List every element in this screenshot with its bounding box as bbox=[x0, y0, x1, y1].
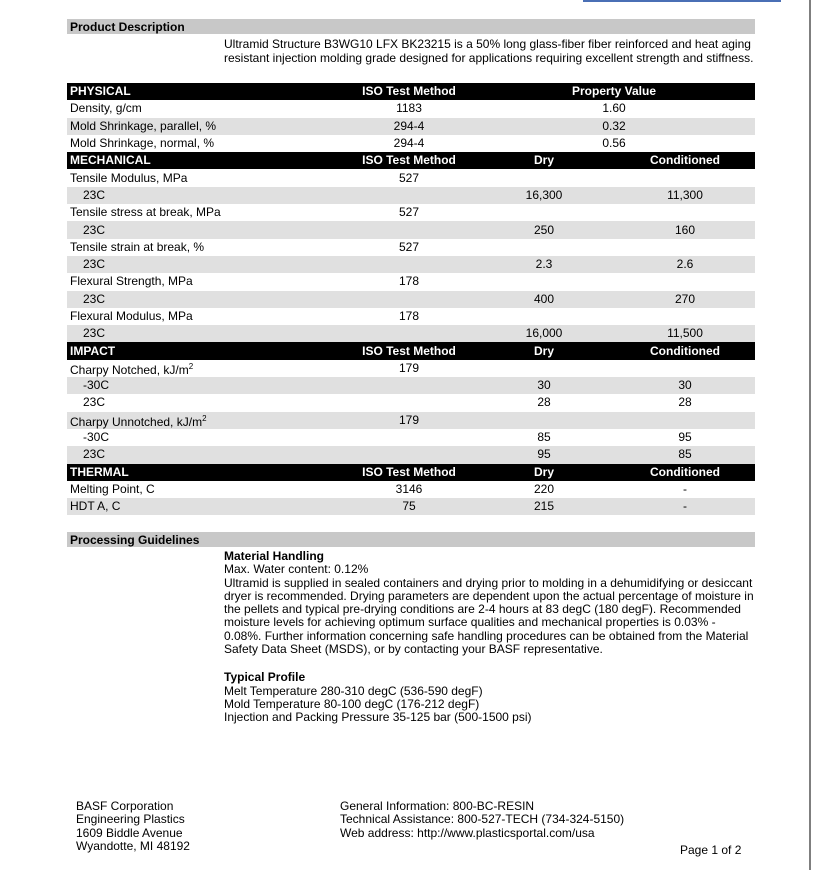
iso-method-heading: ISO Test Method bbox=[345, 464, 473, 481]
contact-line: General Information: 800-BC-RESIN bbox=[340, 799, 535, 813]
address-line: 1609 Biddle Avenue bbox=[76, 825, 183, 840]
processing-guidelines-heading: Processing Guidelines bbox=[70, 533, 200, 547]
page-edge bbox=[809, 0, 811, 870]
iso-method-heading: ISO Test Method bbox=[345, 342, 473, 359]
table-row bbox=[67, 429, 755, 446]
material-handling-title: Material Handling bbox=[224, 549, 325, 563]
footer-address bbox=[76, 800, 190, 853]
row-method: 527 bbox=[398, 239, 420, 254]
table-row bbox=[67, 221, 755, 238]
row-label: Charpy Notched, $kJ/m^2$ bbox=[70, 361, 194, 377]
row-method: 178 bbox=[398, 274, 420, 289]
row-method: 527 bbox=[398, 205, 420, 220]
row-label: Density, g/cm bbox=[70, 101, 142, 116]
row-dry: 400 bbox=[473, 291, 615, 308]
properties-table bbox=[67, 83, 755, 515]
iso-method-heading: ISO Test Method bbox=[345, 152, 473, 169]
row-conditioned: 160 bbox=[615, 221, 755, 238]
conditioned-heading: Conditioned bbox=[615, 342, 755, 359]
physical-header-row bbox=[67, 83, 755, 100]
row-dry: 28 bbox=[537, 395, 551, 410]
page-number: Page 1 of 2 bbox=[680, 843, 742, 857]
row-conditioned: 30 bbox=[615, 377, 755, 394]
table-row bbox=[67, 187, 755, 204]
product-description-header bbox=[67, 19, 755, 34]
table-row bbox=[67, 118, 755, 135]
contact-line: Technical Assistance: 800-527-TECH (734-324-5150) bbox=[340, 812, 625, 827]
row-conditioned: 85 bbox=[615, 446, 755, 463]
product-description-text bbox=[224, 37, 764, 65]
physical-heading: PHYSICAL bbox=[67, 83, 345, 100]
row-conditioned: 95 bbox=[678, 430, 692, 445]
table-row bbox=[67, 239, 755, 256]
row-method: 294-4 bbox=[393, 136, 425, 151]
address-line: Engineering Plastics bbox=[76, 812, 185, 827]
address-line: Wyandotte, MI 48192 bbox=[76, 838, 190, 853]
table-row bbox=[67, 412, 755, 429]
table-row bbox=[67, 498, 755, 515]
row-label: 23C bbox=[83, 395, 106, 410]
row-dry: 215 bbox=[473, 498, 615, 515]
row-conditioned: 2.6 bbox=[615, 256, 755, 273]
footer-contact bbox=[340, 800, 624, 840]
row-dry: 16,000 bbox=[473, 325, 615, 342]
table-row bbox=[67, 169, 755, 186]
processing-guidelines-header bbox=[67, 532, 755, 547]
conditioned-heading: Conditioned bbox=[615, 152, 755, 169]
text-line: Ultramid is supplied in sealed containers and drying prior to molding in a dehumidifying or desiccant bbox=[224, 575, 753, 590]
table-row bbox=[67, 256, 755, 273]
conditioned-heading: Conditioned bbox=[615, 464, 755, 481]
row-label: 23C bbox=[67, 325, 345, 342]
iso-method-heading: ISO Test Method bbox=[345, 83, 473, 100]
row-dry: 2.3 bbox=[473, 256, 615, 273]
row-label: Mold Shrinkage, parallel, % bbox=[67, 118, 345, 135]
row-label: Tensile Modulus, MPa bbox=[70, 170, 188, 185]
text-line: the pellets and typical pre-drying conditions are 2-4 hours at 83 degC (180 degF). Recommended bbox=[224, 602, 741, 617]
address-line: BASF Corporation bbox=[76, 799, 174, 813]
row-method: 179 bbox=[398, 360, 420, 375]
text-line: dryer is recommended. Drying parameters are dependent upon the actual percentage of moisture in bbox=[224, 588, 754, 603]
top-accent-line bbox=[583, 0, 781, 2]
row-value: 1.60 bbox=[602, 101, 626, 116]
thermal-heading: THERMAL bbox=[67, 464, 345, 481]
row-label: Tensile stress at break, MPa bbox=[70, 205, 221, 220]
table-row bbox=[67, 135, 755, 152]
description-line: Ultramid Structure B3WG10 LFX BK23215 is a 50% long glass-fiber fiber reinforced and heat aging bbox=[224, 37, 751, 51]
mechanical-header-row bbox=[67, 152, 755, 169]
row-dry: 95 bbox=[473, 446, 615, 463]
table-row bbox=[67, 481, 755, 498]
row-label: Tensile strain at break, % bbox=[70, 239, 205, 254]
row-method: 294-4 bbox=[345, 118, 473, 135]
row-dry: 220 bbox=[533, 481, 555, 496]
row-value: 0.56 bbox=[602, 136, 626, 151]
row-label: Flexural Modulus, MPa bbox=[70, 309, 193, 323]
row-method: 75 bbox=[345, 498, 473, 515]
row-conditioned: - bbox=[615, 498, 755, 515]
impact-header-row bbox=[67, 342, 755, 359]
row-method: 1183 bbox=[396, 101, 422, 116]
description-line: resistant injection molding grade designed for applications requiring excellent strength and stiffness. bbox=[224, 51, 754, 65]
text-line: Max. Water content: 0.12% bbox=[224, 562, 369, 577]
row-dry: 16,300 bbox=[473, 187, 615, 204]
row-conditioned: 11,500 bbox=[615, 325, 755, 342]
mechanical-heading: MECHANICAL bbox=[67, 152, 345, 169]
table-row bbox=[67, 308, 755, 325]
row-label: HDT A, C bbox=[67, 498, 345, 515]
row-label: Mold Shrinkage, normal, % bbox=[70, 136, 215, 151]
product-description-heading: Product Description bbox=[70, 20, 185, 34]
thermal-header-row bbox=[67, 464, 755, 481]
table-row bbox=[67, 360, 755, 377]
text-line: Mold Temperature 80-100 degC (176-212 degF) bbox=[224, 696, 480, 711]
row-label: Flexural Strength, MPa bbox=[70, 274, 193, 289]
row-label: 23C bbox=[67, 291, 345, 308]
text-line: moisture levels for achieving optimum surface qualities and mechanical properties is 0.03% - bbox=[224, 615, 716, 630]
table-row bbox=[67, 204, 755, 221]
row-dry: 30 bbox=[473, 377, 615, 394]
table-row bbox=[67, 273, 755, 290]
web-address-line: Web address: http://www.plasticsportal.com/usa bbox=[340, 825, 595, 840]
text-line: 0.08%. Further information concerning safe handling procedures can be obtained from the Material bbox=[224, 628, 749, 643]
text-line: Melt Temperature 280-310 degC (536-590 degF) bbox=[224, 683, 483, 698]
row-method: 527 bbox=[398, 170, 420, 185]
row-conditioned: - bbox=[683, 481, 687, 496]
row-method: 3146 bbox=[395, 481, 423, 496]
row-conditioned: 11,300 bbox=[615, 187, 755, 204]
row-method: 179 bbox=[345, 412, 473, 429]
processing-guidelines-text bbox=[224, 550, 764, 725]
table-row bbox=[67, 394, 755, 411]
row-dry: 250 bbox=[473, 221, 615, 238]
row-method: 178 bbox=[398, 309, 420, 323]
row-dry: 85 bbox=[537, 430, 551, 445]
dry-heading: Dry bbox=[473, 342, 615, 359]
table-row bbox=[67, 325, 755, 342]
row-label: -30C bbox=[67, 377, 345, 394]
row-conditioned: 270 bbox=[615, 291, 755, 308]
row-label: -30C bbox=[83, 430, 110, 445]
property-value-heading: Property Value bbox=[473, 83, 755, 100]
row-conditioned: 28 bbox=[678, 395, 692, 410]
dry-heading: Dry bbox=[473, 464, 615, 481]
row-label: Charpy Unnotched, $kJ/m^2$ bbox=[67, 412, 345, 429]
table-row bbox=[67, 377, 755, 394]
row-value: 0.32 bbox=[473, 118, 755, 135]
typical-profile-title: Typical Profile bbox=[224, 670, 306, 685]
table-row bbox=[67, 291, 755, 308]
text-line: Safety Data Sheet (MSDS), or by contacting your BASF representative. bbox=[224, 642, 603, 657]
row-label: 23C bbox=[67, 221, 345, 238]
text-line: Injection and Packing Pressure 35-125 bar (500-1500 psi) bbox=[224, 710, 532, 725]
table-row bbox=[67, 446, 755, 463]
row-label: 23C bbox=[67, 256, 345, 273]
impact-heading: IMPACT bbox=[67, 342, 345, 359]
table-row bbox=[67, 100, 755, 117]
row-label: Melting Point, C bbox=[70, 481, 155, 496]
row-label: 23C bbox=[67, 187, 345, 204]
dry-heading: Dry bbox=[473, 152, 615, 169]
row-label: 23C bbox=[67, 446, 345, 463]
